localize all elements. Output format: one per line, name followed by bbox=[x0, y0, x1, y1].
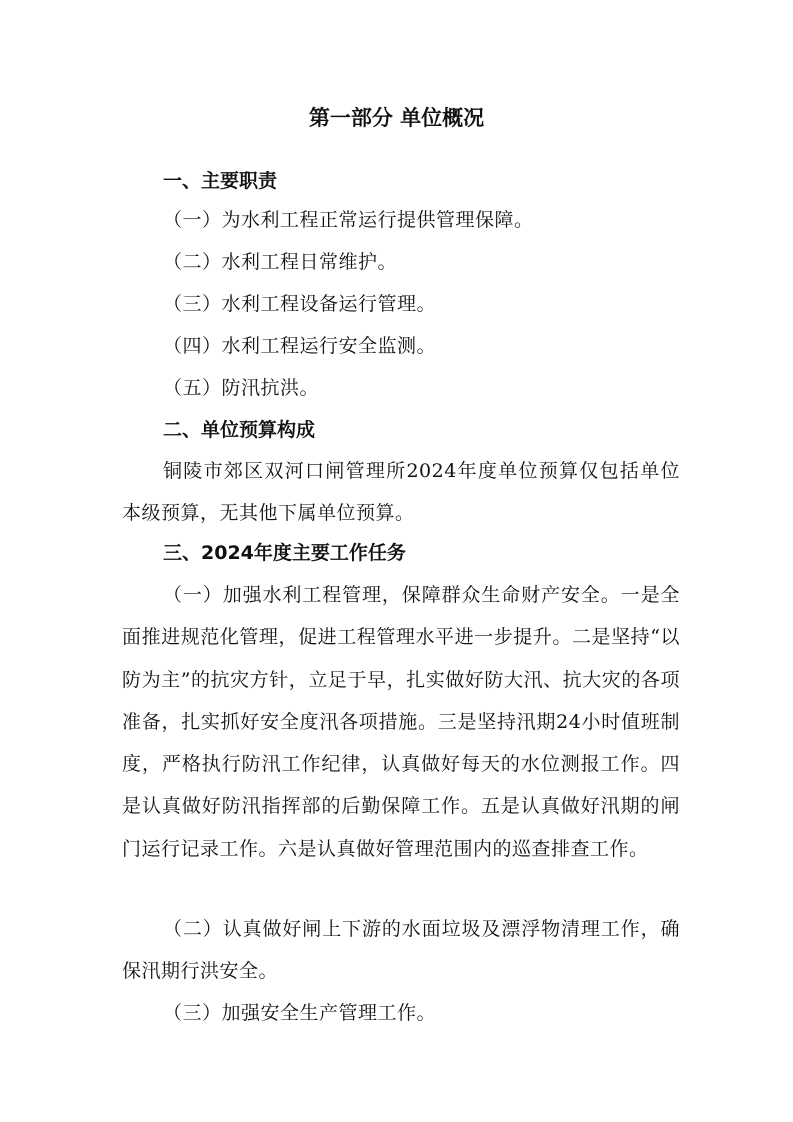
task-paragraph-3: （三）加强安全生产管理工作。 bbox=[163, 1002, 437, 1024]
duty-item-5: （五）防汛抗洪。 bbox=[163, 377, 320, 399]
section-heading-budget-composition: 二、单位预算构成 bbox=[163, 419, 316, 441]
duty-item-2: （二）水利工程日常维护。 bbox=[163, 251, 398, 273]
duty-item-3: （三）水利工程设备运行管理。 bbox=[163, 293, 437, 315]
section-heading-main-tasks: 三、2024年度主要工作任务 bbox=[163, 542, 406, 564]
page-title: 第一部分 单位概况 bbox=[308, 106, 485, 130]
section-heading-main-duties: 一、主要职责 bbox=[163, 170, 278, 192]
budget-composition-paragraph: 铜陵市郊区双河口闸管理所2024年度单位预算仅包括单位本级预算，无其他下属单位预算。 bbox=[122, 460, 680, 525]
duty-item-1: （一）为水利工程正常运行提供管理保障。 bbox=[163, 209, 534, 231]
duty-item-4: （四）水利工程运行安全监测。 bbox=[163, 335, 437, 357]
task-paragraph-2: （二）认真做好闸上下游的水面垃圾及漂浮物清理工作，确保汛期行洪安全。 bbox=[122, 918, 680, 983]
task-paragraph-1: （一）加强水利工程管理，保障群众生命财产安全。一是全面推进规范化管理，促进工程管理水平进一步提升。二是坚持“以防为主”的抗灾方针，立足于早，扎实做好防大汛、抗大灾的各项准备，扎实抓好安全度汛各项措施。三是坚持汛期24小时值班制度，严格执行防汛工作纪律，认真做好每天的水位测报工作。四是认真做好防汛指挥部的后勤保障工作。五是认真做好汛期的闸门运行记录工作。六是认真做好管理范围内的巡查排查工作。 bbox=[122, 584, 680, 860]
